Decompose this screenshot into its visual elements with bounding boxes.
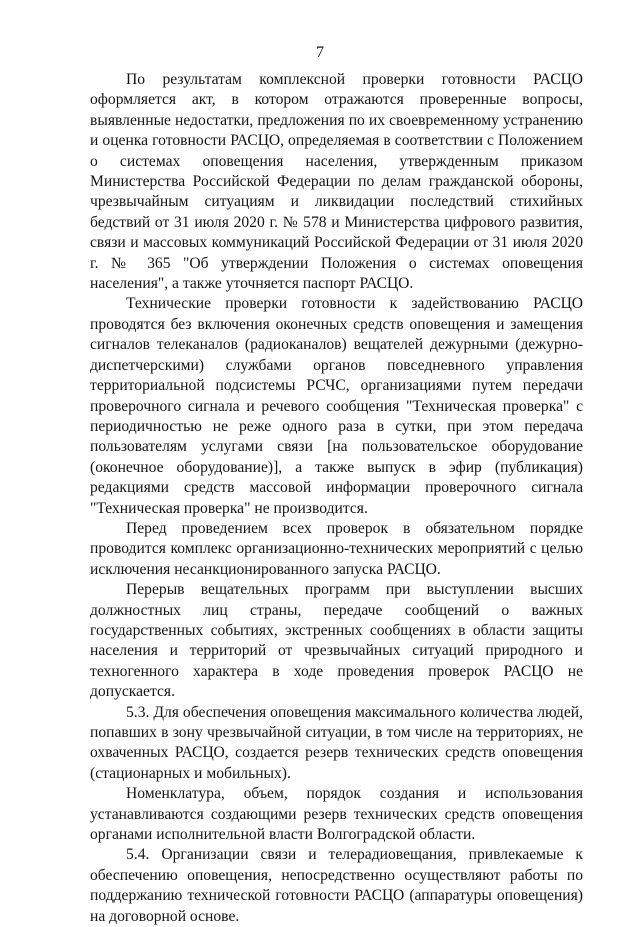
paragraph-inspection-act: По результатам комплексной проверки готовности РАСЦО оформляется акт, в котором отражаются проверенные вопросы, выявленные недостатки, предложения по их своевременному устранению и оценка готовности РАСЦО, определяемая в соответствии с Положением о системах оповещения населения, утвержденным приказом Министерства Российской Федерации по делам гражданской обороны, чрезвычайным ситуациям и ликвидации последствий стихийных бедствий от 31 июля 2020 г. № 578 и Министерства цифрового развития, связи и массовых коммуникаций Российской Федерации от 31 июля 2020 г. № 365 "Об утверждении Положения о системах оповещения населения", а также уточняется паспорт РАСЦО. <box>90 71 583 293</box>
paragraph-broadcast-interruption: Перерыв вещательных программ при выступлении высших должностных лиц страны, передаче сообщений о важных государственных событиях, экстренных сообщениях в области защиты населения и территорий от чрезвычайных ситуаций природного и техногенного характера в ходе проведения проверок РАСЦО не допускается. <box>90 581 583 701</box>
paragraph-5-3-reserve: 5.3. Для обеспечения оповещения максимального количества людей, попавших в зону чрезвычайной ситуации, в том числе на территориях, не охваченных РАСЦО, создается резерв технических средств оповещения (стационарных и мобильных). <box>90 703 583 782</box>
paragraph-5-4-organizations: 5.4. Организации связи и телерадиовещания, привлекаемые к обеспечению оповещения, непосредственно осуществляют работы по поддержанию технической готовности РАСЦО (аппаратуры оповещения) на договорной основе. <box>90 846 583 925</box>
page-number: 7 <box>316 44 324 61</box>
paragraph-pre-check-measures: Перед проведением всех проверок в обязательном порядке проводится комплекс организационно-технических мероприятий с целью исключения несанкционированного запуска РАСЦО. <box>90 519 583 578</box>
paragraph-technical-checks: Технические проверки готовности к задействованию РАСЦО проводятся без включения оконечных средств оповещения и замещения сигналов телеканалов (радиоканалов) вещателей дежурными (дежурно-диспетчерскими) службами органов повседневного управления территориальной подсистемы РСЧС, организациями путем передачи проверочного сигнала и речевого сообщения "Техническая проверка" с периодичностью не реже одного раза в сутки, при этом передача пользователям услугами связи [на пользовательское оборудование (оконечное оборудование)], а также выпуск в эфир (публикация) редакциями средств массовой информации проверочного сигнала "Техническая проверка" не производится. <box>90 295 583 517</box>
document-body <box>90 70 583 927</box>
paragraph-reserve-nomenclature: Номенклатура, объем, порядок создания и использования устанавливаются создающими резерв технических средств оповещения органами исполнительной власти Волгоградской области. <box>90 785 583 844</box>
